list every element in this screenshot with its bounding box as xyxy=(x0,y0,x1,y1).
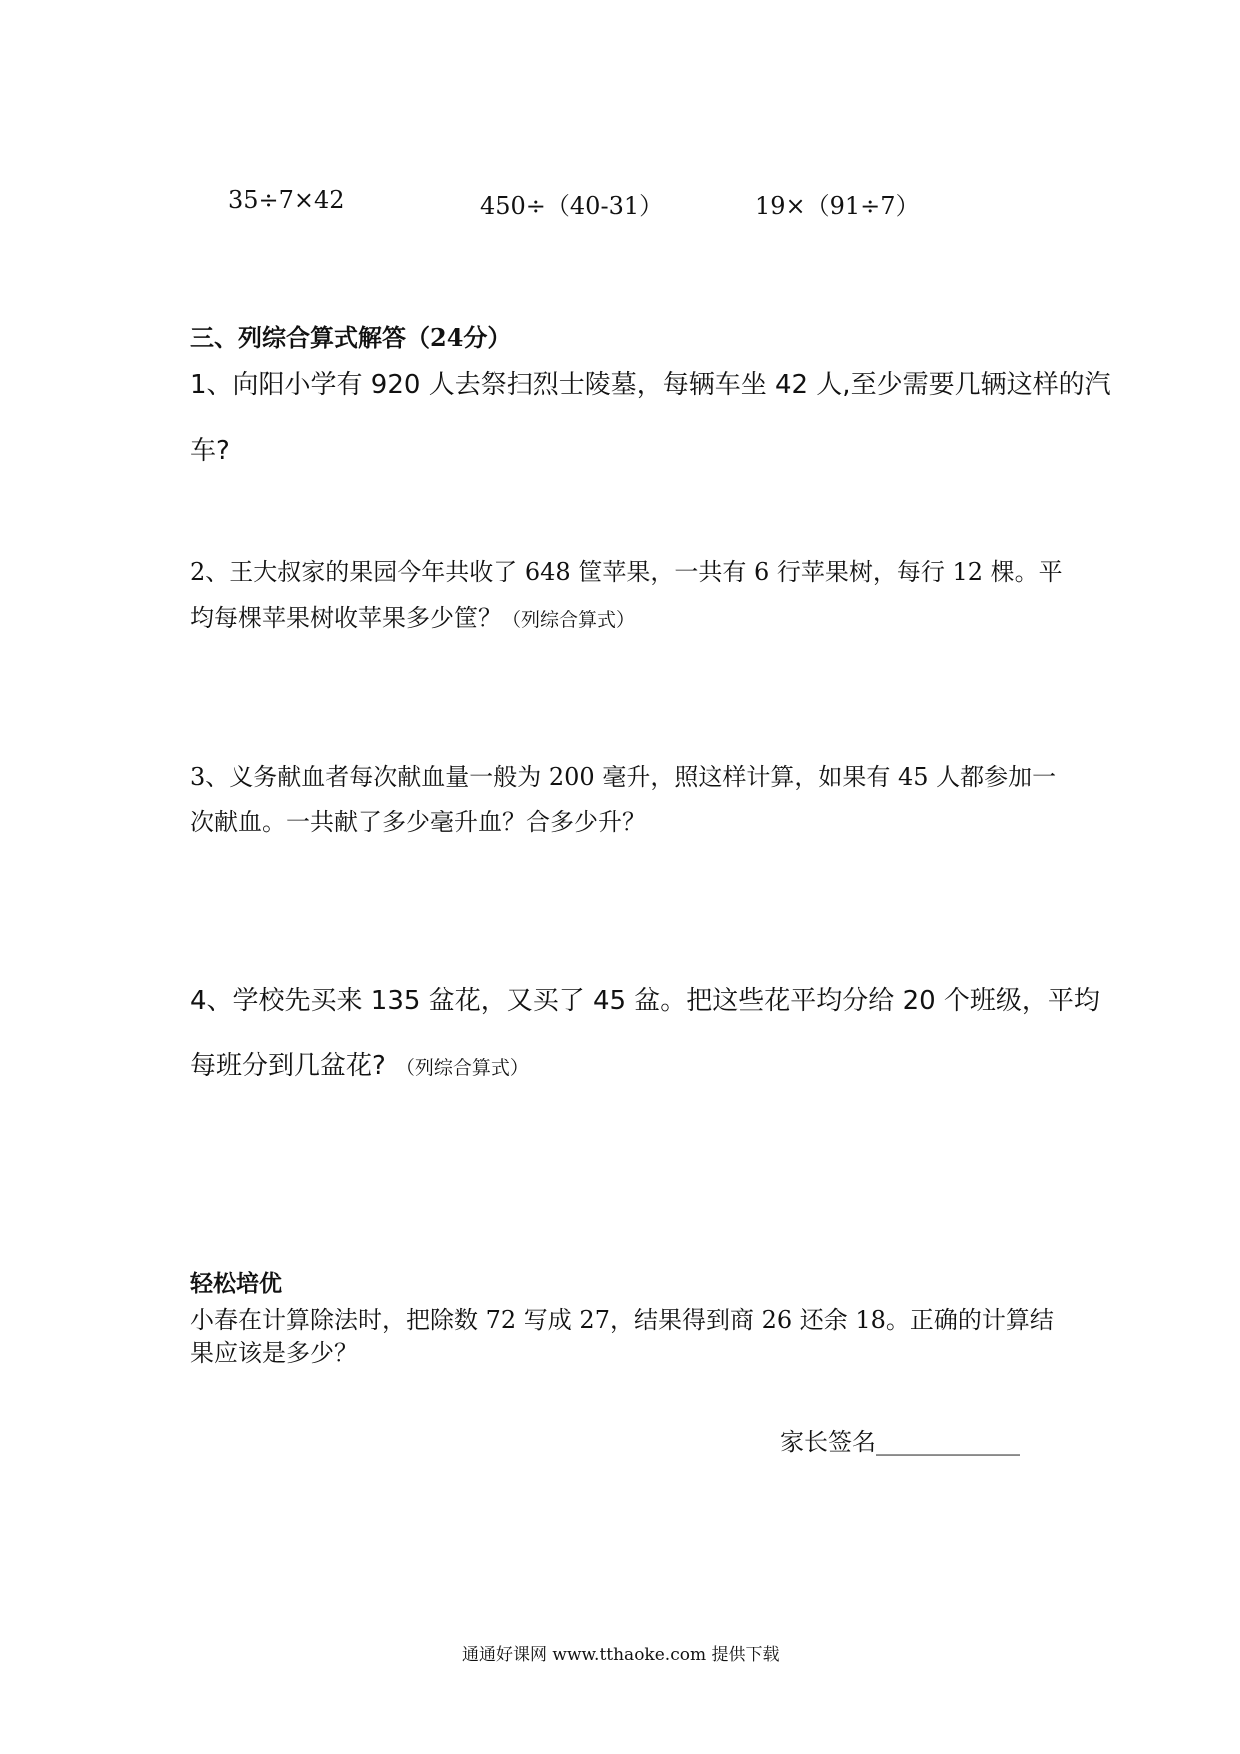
question-2-line-1: 2、王大叔家的果园今年共收了 648 筐苹果，一共有 6 行苹果树，每行 12 棵。平 xyxy=(190,558,1063,586)
section-title: 三、列综合算式解答（24分） xyxy=(190,323,512,352)
bonus-line-1: 小春在计算除法时，把除数 72 写成 27，结果得到商 26 还余 18。正确的计算结 xyxy=(190,1306,1054,1334)
footer-source: 通通好课网 www.tthaoke.com 提供下载 xyxy=(462,1645,780,1665)
question-3-line-2: 次献血。一共献了多少毫升血？合多少升？ xyxy=(190,808,646,836)
parent-signature: 家长签名____________ xyxy=(780,1428,1020,1456)
question-2-text: 均每棵苹果树收苹果多少筐？ xyxy=(190,604,502,632)
question-4-line-1: 4、学校先买来 135 盆花，又买了 45 盆。把这些花平均分给 20 个班级，平均 xyxy=(190,986,1100,1016)
question-3-line-1: 3、义务献血者每次献血量一般为 200 毫升，照这样计算，如果有 45 人都参加一 xyxy=(190,763,1057,791)
question-1-line-1: 1、向阳小学有 920 人去祭扫烈士陵墓，每辆车坐 42 人,至少需要几辆这样的汽 xyxy=(190,370,1111,400)
question-4-note: （列综合算式） xyxy=(395,1057,529,1079)
bonus-line-2: 果应该是多少？ xyxy=(190,1339,358,1367)
expression-2: 450÷（40-31） xyxy=(480,192,664,220)
bonus-title: 轻松培优 xyxy=(190,1271,282,1297)
question-4-line-2 xyxy=(190,1045,529,1082)
question-4-text: 每班分到几盆花? xyxy=(190,1051,386,1081)
expression-1: 35÷7×42 xyxy=(228,186,345,214)
question-2-note: （列综合算式） xyxy=(502,609,636,631)
expression-3: 19×（91÷7） xyxy=(755,192,920,220)
question-1-line-2: 车? xyxy=(190,436,230,466)
question-2-line-2 xyxy=(190,598,635,633)
